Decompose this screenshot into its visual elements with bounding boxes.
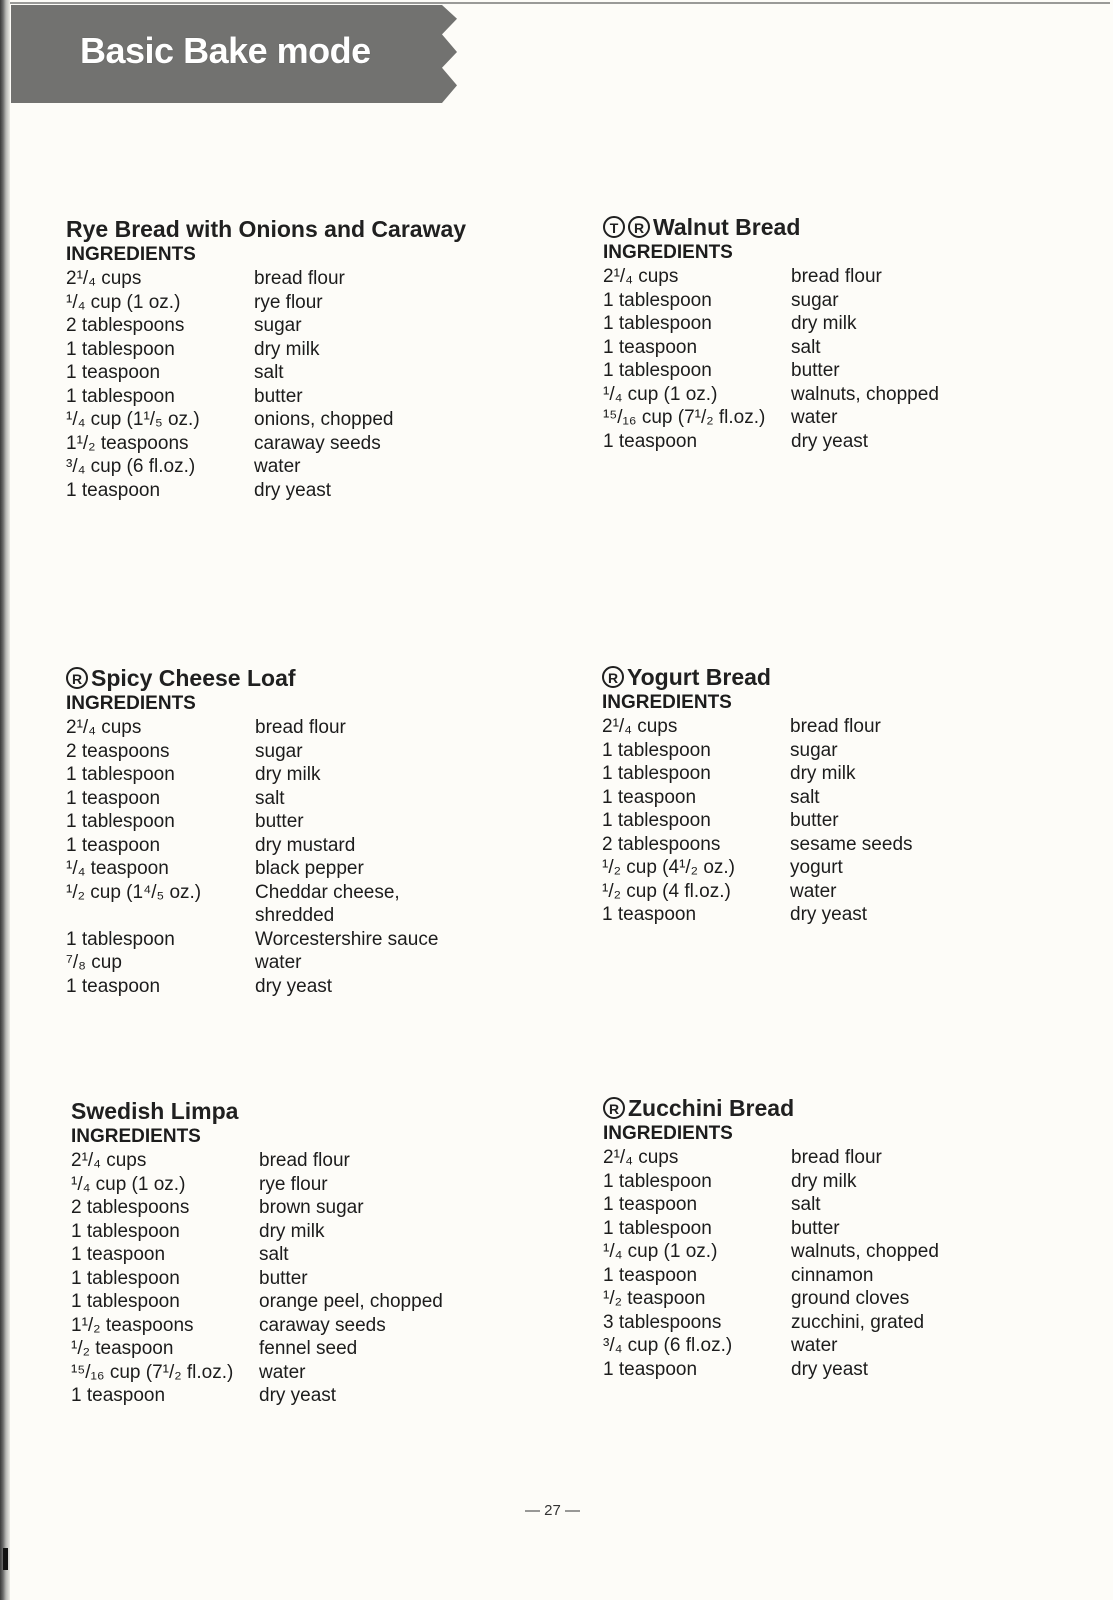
recipe-title <box>603 213 939 241</box>
ingredient-name: ground cloves <box>791 1288 910 1309</box>
ingredient-quantity: ¹⁵/₁₆ cup (7¹/₂ fl.oz.) <box>603 407 766 428</box>
ingredient-row <box>603 312 939 336</box>
ingredient-quantity: ¹⁵/₁₆ cup (7¹/₂ fl.oz.) <box>71 1361 234 1383</box>
ingredient-row <box>66 787 438 811</box>
ingredient-row <box>71 1290 443 1314</box>
recipe-title <box>66 215 466 243</box>
ingredient-row <box>71 1196 443 1220</box>
ingredient-list <box>66 716 438 998</box>
ingredient-quantity: ¹/₄ cup (1¹/₅ oz.) <box>66 409 200 430</box>
recipe-title-text: Swedish Limpa <box>71 1098 239 1124</box>
ingredient-row <box>602 715 913 739</box>
ingredient-name: salt <box>254 362 284 383</box>
rapid-badge-icon: R <box>628 216 650 238</box>
ingredient-list <box>603 265 939 453</box>
ingredient-row <box>603 1264 939 1288</box>
ingredient-row <box>603 430 939 454</box>
page-binding-edge <box>0 0 10 1600</box>
ingredient-name: bread flour <box>791 266 882 287</box>
ingredient-row <box>66 763 438 787</box>
ingredient-name: onions, chopped <box>254 409 394 430</box>
scan-speck <box>3 1548 8 1570</box>
ingredient-name: dry milk <box>790 763 856 784</box>
ingredients-heading: INGREDIENTS <box>602 692 732 713</box>
ingredient-row <box>603 1146 939 1170</box>
ingredient-name: dry milk <box>254 338 320 360</box>
ingredient-row <box>66 479 466 503</box>
recipe-rye-bread <box>66 215 466 502</box>
ingredient-quantity: 1 teaspoon <box>66 479 161 501</box>
ingredient-row <box>71 1337 443 1361</box>
ingredient-quantity: 1 tablespoon <box>602 810 711 831</box>
ingredient-row <box>66 314 466 338</box>
timer-badge-icon: T <box>603 216 625 238</box>
recipe-title <box>603 1094 939 1122</box>
ingredient-name: walnuts, chopped <box>791 1241 939 1262</box>
page-title: Basic Bake mode <box>80 30 371 71</box>
ingredient-row <box>71 1384 443 1408</box>
ingredient-row <box>602 880 913 904</box>
ingredient-quantity: 1¹/₂ teaspoons <box>71 1314 194 1336</box>
ingredient-name: Cheddar cheese, shredded <box>255 881 400 926</box>
ingredient-quantity: 1 teaspoon <box>603 1264 698 1286</box>
ingredient-row <box>71 1220 443 1244</box>
ingredient-name: butter <box>791 360 840 381</box>
ingredient-name: dry yeast <box>255 975 333 997</box>
ingredient-name: black pepper <box>255 858 364 879</box>
ingredient-quantity: 1 teaspoon <box>602 904 697 925</box>
recipe-zucchini-bread <box>603 1094 939 1381</box>
ingredient-row <box>602 762 913 786</box>
top-rule <box>10 2 1110 4</box>
ingredient-name: cinnamon <box>791 1264 874 1286</box>
ingredient-quantity: 1 tablespoon <box>603 289 712 311</box>
recipe-title-text: Zucchini Bread <box>628 1095 795 1121</box>
ingredient-row <box>603 1287 939 1311</box>
ingredient-name: caraway seeds <box>259 1314 386 1336</box>
ingredient-name: water <box>254 456 301 477</box>
ingredient-name: dry milk <box>259 1220 325 1242</box>
ingredient-name: water <box>791 407 838 428</box>
ingredient-name: sesame seeds <box>790 833 913 855</box>
ingredient-quantity: ¹/₂ cup (4 fl.oz.) <box>602 880 731 902</box>
page-number: — 27 — <box>525 1502 581 1519</box>
ingredient-quantity: ¹/₂ teaspoon <box>71 1338 174 1359</box>
ingredient-row <box>66 716 438 740</box>
ingredient-quantity: 1 teaspoon <box>71 1385 166 1406</box>
ingredient-quantity: ³/₄ cup (6 fl.oz.) <box>603 1335 733 1356</box>
ingredient-name: rye flour <box>254 291 323 313</box>
ingredient-quantity: ³/₄ cup (6 fl.oz.) <box>66 456 196 477</box>
ingredient-quantity: 1 teaspoon <box>71 1244 166 1265</box>
ingredient-row <box>66 408 466 432</box>
ingredient-row <box>602 833 913 857</box>
ingredient-row <box>66 267 466 291</box>
ingredient-name: salt <box>255 787 285 809</box>
ingredient-row <box>66 361 466 385</box>
ingredient-quantity: 1 tablespoon <box>71 1220 180 1242</box>
recipe-title <box>66 664 438 692</box>
ingredient-name: zucchini, grated <box>791 1311 925 1333</box>
ingredient-quantity: 1 teaspoon <box>66 834 161 856</box>
ingredient-name: sugar <box>254 315 302 336</box>
ingredient-name: dry yeast <box>790 904 868 925</box>
ingredient-quantity: 1 tablespoon <box>66 385 175 407</box>
rapid-badge-icon: R <box>602 666 624 688</box>
ingredient-quantity: ¹/₄ teaspoon <box>66 858 169 879</box>
ingredient-row <box>66 291 466 315</box>
ingredient-quantity: 1 tablespoon <box>71 1291 180 1312</box>
ingredient-row <box>603 1170 939 1194</box>
ingredient-quantity: ¹/₂ cup (1⁴/₅ oz.) <box>66 881 202 903</box>
ingredient-quantity: 2¹/₄ cups <box>602 716 678 737</box>
ingredient-quantity: 2 tablespoons <box>66 315 185 336</box>
ingredient-quantity: 1 tablespoon <box>603 1217 712 1239</box>
ingredient-row <box>603 289 939 313</box>
ingredient-row <box>603 265 939 289</box>
ingredient-quantity: ¹/₄ cup (1 oz.) <box>71 1173 186 1195</box>
ingredients-heading: INGREDIENTS <box>603 242 733 263</box>
ingredient-name: dry yeast <box>254 479 332 501</box>
ingredient-row <box>71 1149 443 1173</box>
ingredient-row <box>66 455 466 479</box>
ingredient-quantity: 1 tablespoon <box>603 313 712 334</box>
ingredient-row <box>66 338 466 362</box>
ingredient-quantity: ¹/₂ teaspoon <box>603 1288 706 1309</box>
ingredient-quantity: 1 tablespoon <box>66 928 175 950</box>
ingredient-name: dry milk <box>791 313 857 334</box>
ingredient-name: butter <box>254 385 303 407</box>
ingredient-row <box>66 881 438 928</box>
ingredients-heading: INGREDIENTS <box>66 244 196 265</box>
ingredient-name: butter <box>255 811 304 832</box>
ingredient-name: water <box>255 952 302 973</box>
ingredient-name: bread flour <box>790 716 881 737</box>
ingredient-quantity: ¹/₄ cup (1 oz.) <box>66 291 181 313</box>
ingredient-name: sugar <box>790 739 838 761</box>
ingredients-heading: INGREDIENTS <box>603 1123 733 1144</box>
ingredient-name: bread flour <box>259 1150 350 1171</box>
ingredient-row <box>66 951 438 975</box>
ingredient-list <box>602 715 913 927</box>
ingredient-name: salt <box>259 1244 289 1265</box>
ingredient-quantity: 1 tablespoon <box>603 1170 712 1192</box>
ingredient-row <box>603 383 939 407</box>
ingredient-quantity: 2 tablespoons <box>602 833 721 855</box>
ingredient-name: walnuts, chopped <box>791 383 939 405</box>
ingredient-row <box>603 1311 939 1335</box>
ingredient-quantity: 1 tablespoon <box>602 739 711 761</box>
ingredient-row <box>603 406 939 430</box>
recipe-walnut-bread <box>603 213 939 453</box>
ingredient-row <box>66 857 438 881</box>
ingredient-quantity: 1 tablespoon <box>602 763 711 784</box>
ingredient-name: sugar <box>791 289 839 311</box>
ingredient-row <box>66 432 466 456</box>
ingredient-row <box>603 1240 939 1264</box>
ingredient-row <box>71 1243 443 1267</box>
ingredient-name: dry yeast <box>259 1385 337 1406</box>
ingredient-name: water <box>790 880 837 902</box>
ingredient-quantity: 1 tablespoon <box>66 811 175 832</box>
ingredient-row <box>603 1334 939 1358</box>
ingredient-name: caraway seeds <box>254 432 381 454</box>
ingredient-row <box>602 809 913 833</box>
rapid-badge-icon: R <box>66 667 88 689</box>
ingredient-name: butter <box>791 1217 840 1239</box>
ingredient-list <box>603 1146 939 1381</box>
ingredient-row <box>602 739 913 763</box>
ingredient-name: butter <box>790 810 839 831</box>
ingredient-name: dry milk <box>255 764 321 785</box>
ingredient-quantity: 1 teaspoon <box>66 787 161 809</box>
ingredient-row <box>71 1314 443 1338</box>
ingredient-quantity: 1 teaspoon <box>602 786 697 808</box>
ingredient-quantity: 1¹/₂ teaspoons <box>66 432 189 454</box>
ingredient-quantity: ⁷/₈ cup <box>66 952 122 973</box>
recipe-yogurt-bread <box>602 663 913 927</box>
ingredient-quantity: 2¹/₄ cups <box>71 1150 147 1171</box>
ingredient-name: sugar <box>255 740 303 762</box>
ingredient-quantity: ¹/₄ cup (1 oz.) <box>603 383 718 405</box>
ingredient-name: fennel seed <box>259 1338 358 1359</box>
ingredient-quantity: 2¹/₄ cups <box>66 717 142 738</box>
ingredient-quantity: 1 tablespoon <box>66 338 175 360</box>
ingredient-name: water <box>791 1335 838 1356</box>
ingredient-name: dry yeast <box>791 1358 869 1380</box>
ingredient-quantity: 1 tablespoon <box>71 1267 180 1289</box>
ingredient-quantity: 2¹/₄ cups <box>66 268 142 289</box>
ingredient-row <box>71 1173 443 1197</box>
ingredient-quantity: 1 tablespoon <box>66 764 175 785</box>
recipe-title-text: Rye Bread with Onions and Caraway <box>66 216 467 242</box>
ingredient-quantity: 1 teaspoon <box>66 975 161 997</box>
recipe-spicy-cheese-loaf <box>66 664 438 998</box>
ingredient-name: salt <box>791 1194 821 1215</box>
ingredient-row <box>602 856 913 880</box>
ingredient-name: dry mustard <box>255 834 356 856</box>
recipe-title <box>71 1097 443 1125</box>
ingredient-name: bread flour <box>255 717 346 738</box>
recipe-title-text: Walnut Bread <box>653 214 801 240</box>
rapid-badge-icon: R <box>603 1097 625 1119</box>
ingredient-name: salt <box>791 336 821 358</box>
ingredient-row <box>66 975 438 999</box>
ingredient-name: dry milk <box>791 1170 857 1192</box>
ingredient-quantity: 1 teaspoon <box>66 362 161 383</box>
ingredient-name: rye flour <box>259 1173 328 1195</box>
ingredient-quantity: ¹/₄ cup (1 oz.) <box>603 1241 718 1262</box>
ingredient-row <box>603 336 939 360</box>
ingredient-name: butter <box>259 1267 308 1289</box>
ingredient-quantity: 2¹/₄ cups <box>603 1147 679 1168</box>
ingredient-quantity: 2 teaspoons <box>66 740 170 762</box>
ingredient-quantity: 1 tablespoon <box>603 360 712 381</box>
ingredient-name: salt <box>790 786 820 808</box>
recipe-swedish-limpa <box>71 1097 443 1408</box>
ingredient-quantity: 1 teaspoon <box>603 1194 698 1215</box>
ingredient-name: dry yeast <box>791 430 869 452</box>
ingredient-quantity: ¹/₂ cup (4¹/₂ oz.) <box>602 857 735 878</box>
ingredient-list <box>66 267 466 502</box>
ingredient-name: bread flour <box>254 268 345 289</box>
ingredient-quantity: 2 tablespoons <box>71 1197 190 1218</box>
ingredient-row <box>66 810 438 834</box>
ingredient-name: yogurt <box>790 857 843 878</box>
ingredient-row <box>603 1217 939 1241</box>
recipe-title-text: Spicy Cheese Loaf <box>91 665 296 691</box>
ingredient-row <box>66 385 466 409</box>
ingredient-row <box>602 903 913 927</box>
ingredient-quantity: 2¹/₄ cups <box>603 266 679 287</box>
ingredient-name: Worcestershire sauce <box>255 928 439 950</box>
ingredient-quantity: 1 teaspoon <box>603 430 698 452</box>
recipe-title <box>602 663 913 691</box>
ingredient-row <box>71 1361 443 1385</box>
ingredient-row <box>66 834 438 858</box>
ingredient-row <box>603 359 939 383</box>
ingredient-row <box>66 740 438 764</box>
ingredient-row <box>603 1358 939 1382</box>
ingredient-name: bread flour <box>791 1147 882 1168</box>
ingredients-heading: INGREDIENTS <box>66 693 196 714</box>
ingredient-name: water <box>259 1361 306 1383</box>
ingredient-row <box>603 1193 939 1217</box>
ingredient-row <box>602 786 913 810</box>
ingredient-quantity: 1 teaspoon <box>603 1358 698 1380</box>
ingredients-heading: INGREDIENTS <box>71 1126 201 1147</box>
ingredient-quantity: 1 teaspoon <box>603 336 698 358</box>
ingredient-name: orange peel, chopped <box>259 1291 443 1312</box>
recipe-title-text: Yogurt Bread <box>627 664 771 690</box>
ingredient-row <box>71 1267 443 1291</box>
ingredient-name: brown sugar <box>259 1197 364 1218</box>
ingredient-quantity: 3 tablespoons <box>603 1311 722 1333</box>
ingredient-list <box>71 1149 443 1408</box>
ingredient-row <box>66 928 438 952</box>
